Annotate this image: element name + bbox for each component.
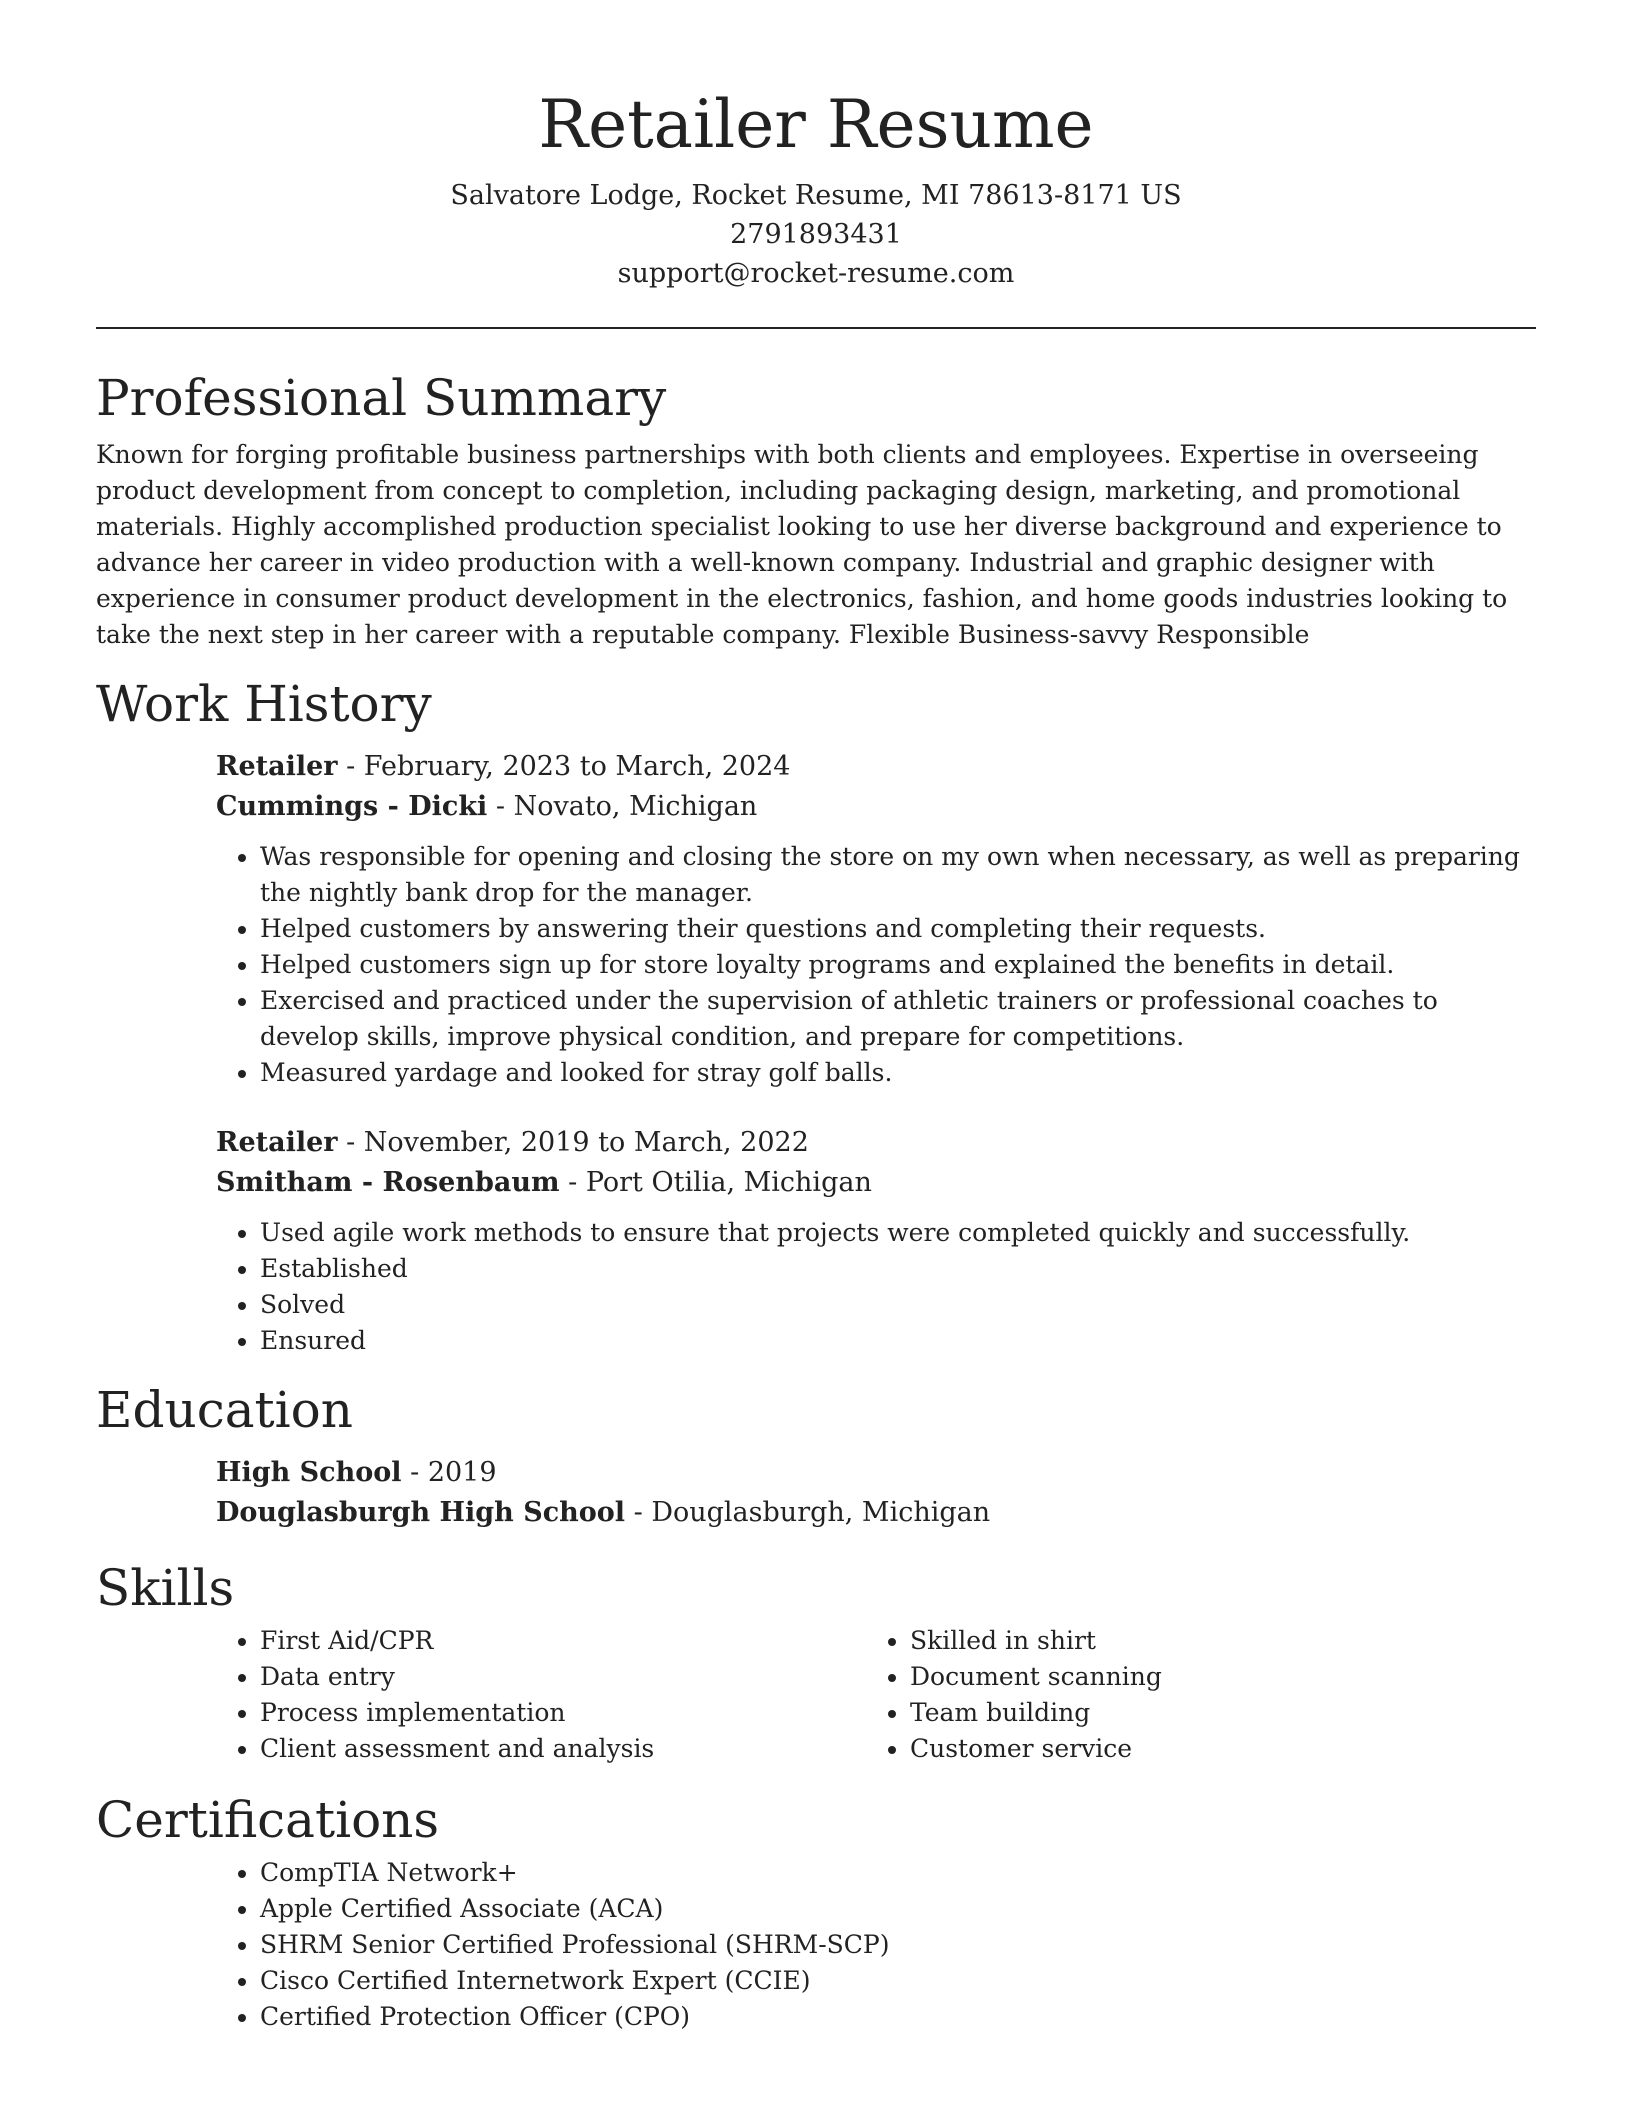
job-title-line	[216, 747, 1536, 787]
list-item: • Team building	[910, 1695, 1516, 1731]
job-bullets	[216, 839, 1536, 1091]
list-item: • Was responsible for opening and closing the store on my own when necessary, as well as preparing the nightly bank drop for the manager.	[260, 839, 1536, 911]
job-title: Retailer	[216, 751, 338, 782]
list-item: • Measured yardage and looked for stray golf balls.	[260, 1055, 1536, 1091]
list-item: • CompTIA Network+	[260, 1855, 1536, 1891]
list-item: • Apple Certified Associate (ACA)	[260, 1891, 1536, 1927]
job-company: Cummings - Dicki	[216, 791, 488, 822]
resume-page	[96, 0, 1536, 2035]
job-entry-2	[216, 1123, 1536, 1359]
certifications-heading: Certifications	[96, 1791, 440, 1849]
education-year: - 2019	[401, 1457, 497, 1488]
work-heading: Work History	[96, 675, 432, 733]
summary-section	[96, 367, 1536, 653]
work-section	[96, 673, 1536, 1359]
list-item: • Established	[260, 1251, 1536, 1287]
job-location: - Novato, Michigan	[487, 791, 758, 822]
education-degree: High School	[216, 1457, 402, 1488]
list-item: • Exercised and practiced under the supervision of athletic trainers or professional coaches to develop skills, improve physical condition, and prepare for competitions.	[260, 983, 1536, 1055]
skills-column-right	[866, 1623, 1516, 1767]
job-entry-1	[216, 747, 1536, 1091]
job-bullets	[216, 1215, 1536, 1359]
skills-list-left	[216, 1623, 866, 1767]
list-item: • Client assessment and analysis	[260, 1731, 866, 1767]
certifications-list	[216, 1855, 1536, 2035]
skills-section	[96, 1557, 1536, 1767]
job-dates: - November, 2019 to March, 2022	[337, 1127, 809, 1158]
skills-list-right	[866, 1623, 1516, 1767]
education-entry	[216, 1453, 1536, 1533]
education-school-line	[216, 1493, 1536, 1533]
certifications-entry	[216, 1855, 1536, 2035]
list-item: • Helped customers by answering their questions and completing their requests.	[260, 911, 1536, 947]
summary-heading: Professional Summary	[96, 369, 667, 427]
contact-address: Salvatore Lodge, Rocket Resume, MI 78613-8171 US	[450, 180, 1182, 211]
education-degree-line	[216, 1453, 1536, 1493]
job-location: - Port Otilia, Michigan	[559, 1167, 872, 1198]
skills-column-left	[216, 1623, 866, 1767]
contact-block	[96, 176, 1536, 293]
job-title-line	[216, 1123, 1536, 1163]
education-section	[96, 1379, 1536, 1533]
skills-grid	[216, 1623, 1536, 1767]
list-item: • Helped customers sign up for store loyalty programs and explained the benefits in detail.	[260, 947, 1536, 983]
list-item: • Certified Protection Officer (CPO)	[260, 1999, 1536, 2035]
education-location: - Douglasburgh, Michigan	[625, 1497, 991, 1528]
list-item: • SHRM Senior Certified Professional (SHRM-SCP)	[260, 1927, 1536, 1963]
list-item: • Customer service	[910, 1731, 1516, 1767]
list-item: • Cisco Certified Internetwork Expert (CCIE)	[260, 1963, 1536, 1999]
list-item: • Ensured	[260, 1323, 1536, 1359]
job-dates: - February, 2023 to March, 2024	[337, 751, 791, 782]
education-school: Douglasburgh High School	[216, 1497, 626, 1528]
list-item: • First Aid/CPR	[260, 1623, 866, 1659]
contact-phone: 2791893431	[730, 219, 902, 250]
education-heading: Education	[96, 1381, 353, 1439]
list-item: • Skilled in shirt	[910, 1623, 1516, 1659]
list-item: • Solved	[260, 1287, 1536, 1323]
job-company: Smitham - Rosenbaum	[216, 1167, 560, 1198]
list-item: • Used agile work methods to ensure that projects were completed quickly and successfully.	[260, 1215, 1536, 1251]
list-item: • Process implementation	[260, 1695, 866, 1731]
header-divider	[96, 327, 1536, 329]
summary-text: Known for forging profitable business partnerships with both clients and employees. Expertise in overseeing product development from concept to completion, including packaging design, marketing, and promotional materials. Highly accomplished production specialist looking to use her diverse background and experience to advance her career in video production with a well-known company. Industrial and graphic designer with experience in consumer product development in the electronics, fashion, and home goods industries looking to take the next step in her career with a reputable company. Flexible Business-savvy Responsible	[96, 440, 1508, 649]
list-item: • Data entry	[260, 1659, 866, 1695]
skills-heading: Skills	[96, 1559, 235, 1617]
contact-email: support@rocket-resume.com	[617, 258, 1015, 289]
job-company-line	[216, 1163, 1536, 1203]
resume-header	[96, 0, 1536, 293]
resume-title: Retailer Resume	[538, 86, 1094, 163]
job-title: Retailer	[216, 1127, 338, 1158]
list-item: • Document scanning	[910, 1659, 1516, 1695]
job-company-line	[216, 787, 1536, 827]
certifications-section	[96, 1789, 1536, 2035]
